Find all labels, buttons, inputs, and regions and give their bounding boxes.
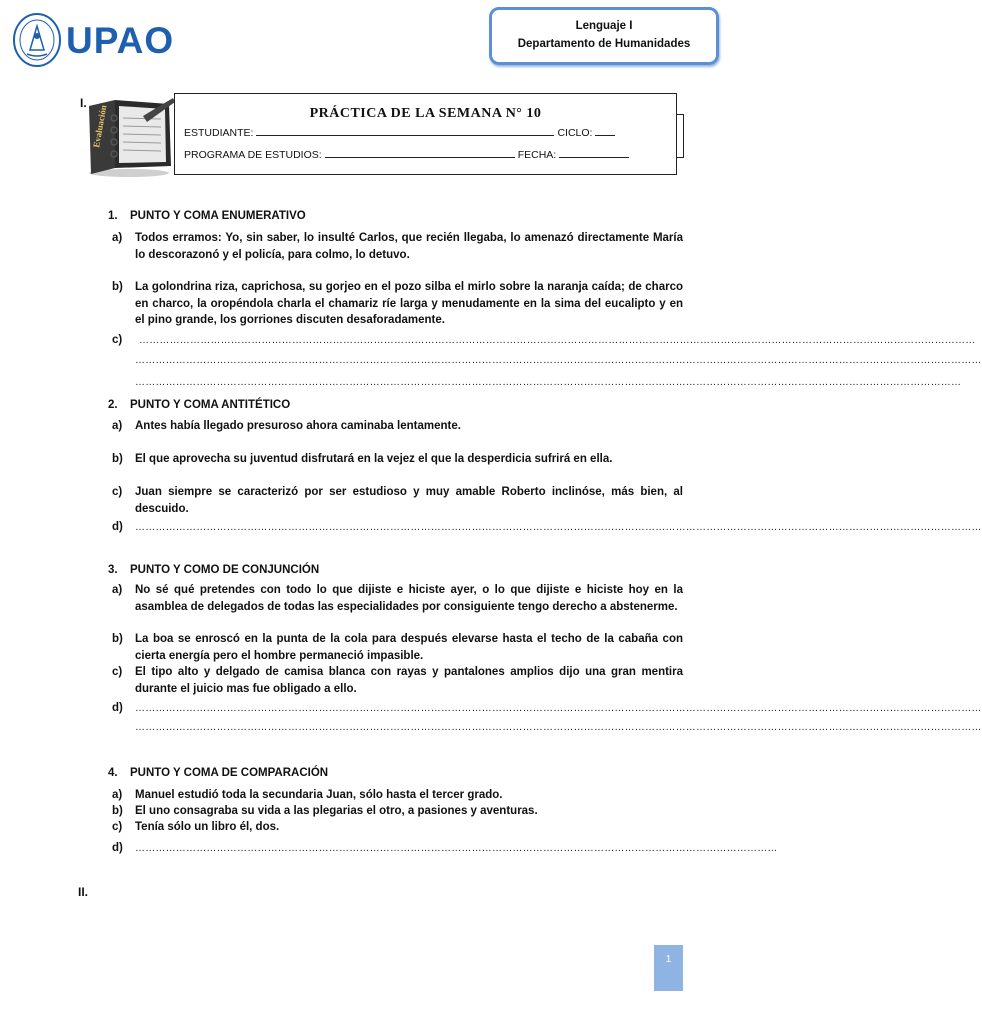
practice-header-box — [174, 93, 677, 175]
section-3-item-a: a) No sé qué pretendes con todo lo que dijiste e hiciste ayer, o lo que dijiste e hiciste hoy en la asamblea de delegados de todas las especialidades por consiguiente tengo derecho a abstenerme. — [112, 584, 683, 613]
answer-dots-line[interactable]: …………………………………………………………………………………………………………………………………………………………………………………………………………………………… — [135, 722, 982, 733]
section-2-heading: 2. PUNTO Y COMA ANTITÉTICO — [108, 399, 291, 411]
section-4-item-c: c) Tenía sólo un libro él, dos. — [112, 821, 280, 833]
page-number-tab: 1 — [654, 945, 683, 991]
ciclo-label: CICLO: — [557, 127, 593, 139]
upao-logo-text: UPAO — [66, 20, 175, 61]
program-field-row — [184, 147, 632, 161]
student-name-line[interactable] — [256, 125, 554, 136]
section-2-item-c: c) Juan siempre se caracterizó por ser estudioso y muy amable Roberto inclinóse, más bien, al descuido. — [112, 486, 683, 515]
answer-dots-line[interactable]: ………………………………………………………………………………………………………………………………………………………………………………………………………………………… — [139, 335, 976, 346]
section-i-label: I. — [80, 96, 87, 110]
answer-dots-line[interactable]: ……………………………………………………………………………………………………………………………………………………………………………………………………………………… — [135, 377, 962, 388]
ciclo-line[interactable] — [595, 125, 615, 136]
course-info-box — [489, 7, 719, 65]
section-4-heading: 4. PUNTO Y COMA DE COMPARACIÓN — [108, 767, 329, 779]
section-1-heading: 1. PUNTO Y COMA ENUMERATIVO — [108, 210, 306, 222]
answer-dots-line[interactable]: …………………………………………………………………………………………………………………………………………………………………………………………………………………………… — [135, 522, 982, 533]
section-3-heading: 3. PUNTO Y COMO DE CONJUNCIÓN — [108, 564, 320, 576]
section-2-item-b: b) El que aprovecha su juventud disfrutará en la vejez el que la desperdicia sufrirá en ella. — [112, 453, 613, 465]
programa-line[interactable] — [325, 147, 515, 158]
practice-title: PRÁCTICA DE LA SEMANA N° 10 — [309, 106, 542, 121]
section-ii-label: II. — [78, 885, 89, 899]
answer-dots-line[interactable]: …………………………………………………………………………………………………………………………………………………………………………………………………………………………… — [135, 703, 982, 714]
section-3-item-b: b) La boa se enroscó en la punta de la cola para después elevarse hasta el techo de la cabaña con cierta energía pero el hombre permaneció impasible. — [112, 633, 683, 662]
section-3-item-c: c) El tipo alto y delgado de camisa blanca con rayas y pantalones amplios dijo una gran mentira durante el juicio mas fue obligado a ello. — [112, 666, 683, 695]
evaluation-book-icon — [85, 96, 177, 178]
answer-dots-line[interactable]: …………………………………………………………………………………………………………………………………………………………………………………………………………………………… — [135, 355, 982, 366]
student-label: ESTUDIANTE: — [184, 127, 254, 139]
section-1-item-b: b) La golondrina riza, caprichosa, su gorjeo en el pozo silba el mirlo sobre la naranja caída; de charco en charco, la oropéndola charla el chamariz ríe larga y menudamente en la sima del eucalipto y en el pino grande, los gorriones discuten desaforadamente. — [112, 281, 683, 326]
answer-dots-line[interactable]: ……………………………………………………………………………………………………………………………………………………………………… — [135, 843, 778, 854]
section-4-item-b: b) El uno consagraba su vida a las plegarias el otro, a pasiones y aventuras. — [112, 805, 538, 817]
section-1-item-a: a) Todos erramos: Yo, sin saber, lo insulté Carlos, que recién llegaba, lo amenazó directamente María lo descorazonó y el policía, para colmo, lo detuvo. — [112, 232, 683, 261]
fecha-line[interactable] — [559, 147, 629, 158]
programa-label: PROGRAMA DE ESTUDIOS: — [184, 149, 322, 161]
book-label: Evaluación — [91, 104, 109, 149]
department-name: Departamento de Humanidades — [517, 38, 691, 50]
section-2-item-a: a) Antes había llegado presuroso ahora caminaba lentamente. — [112, 420, 461, 432]
student-field-row — [184, 125, 618, 139]
course-name: Lenguaje I — [575, 20, 633, 32]
section-4-item-a: a) Manuel estudió toda la secundaria Juan, sólo hasta el tercer grado. — [112, 789, 503, 801]
fecha-label: FECHA: — [517, 149, 557, 161]
university-seal-logo — [12, 12, 62, 68]
